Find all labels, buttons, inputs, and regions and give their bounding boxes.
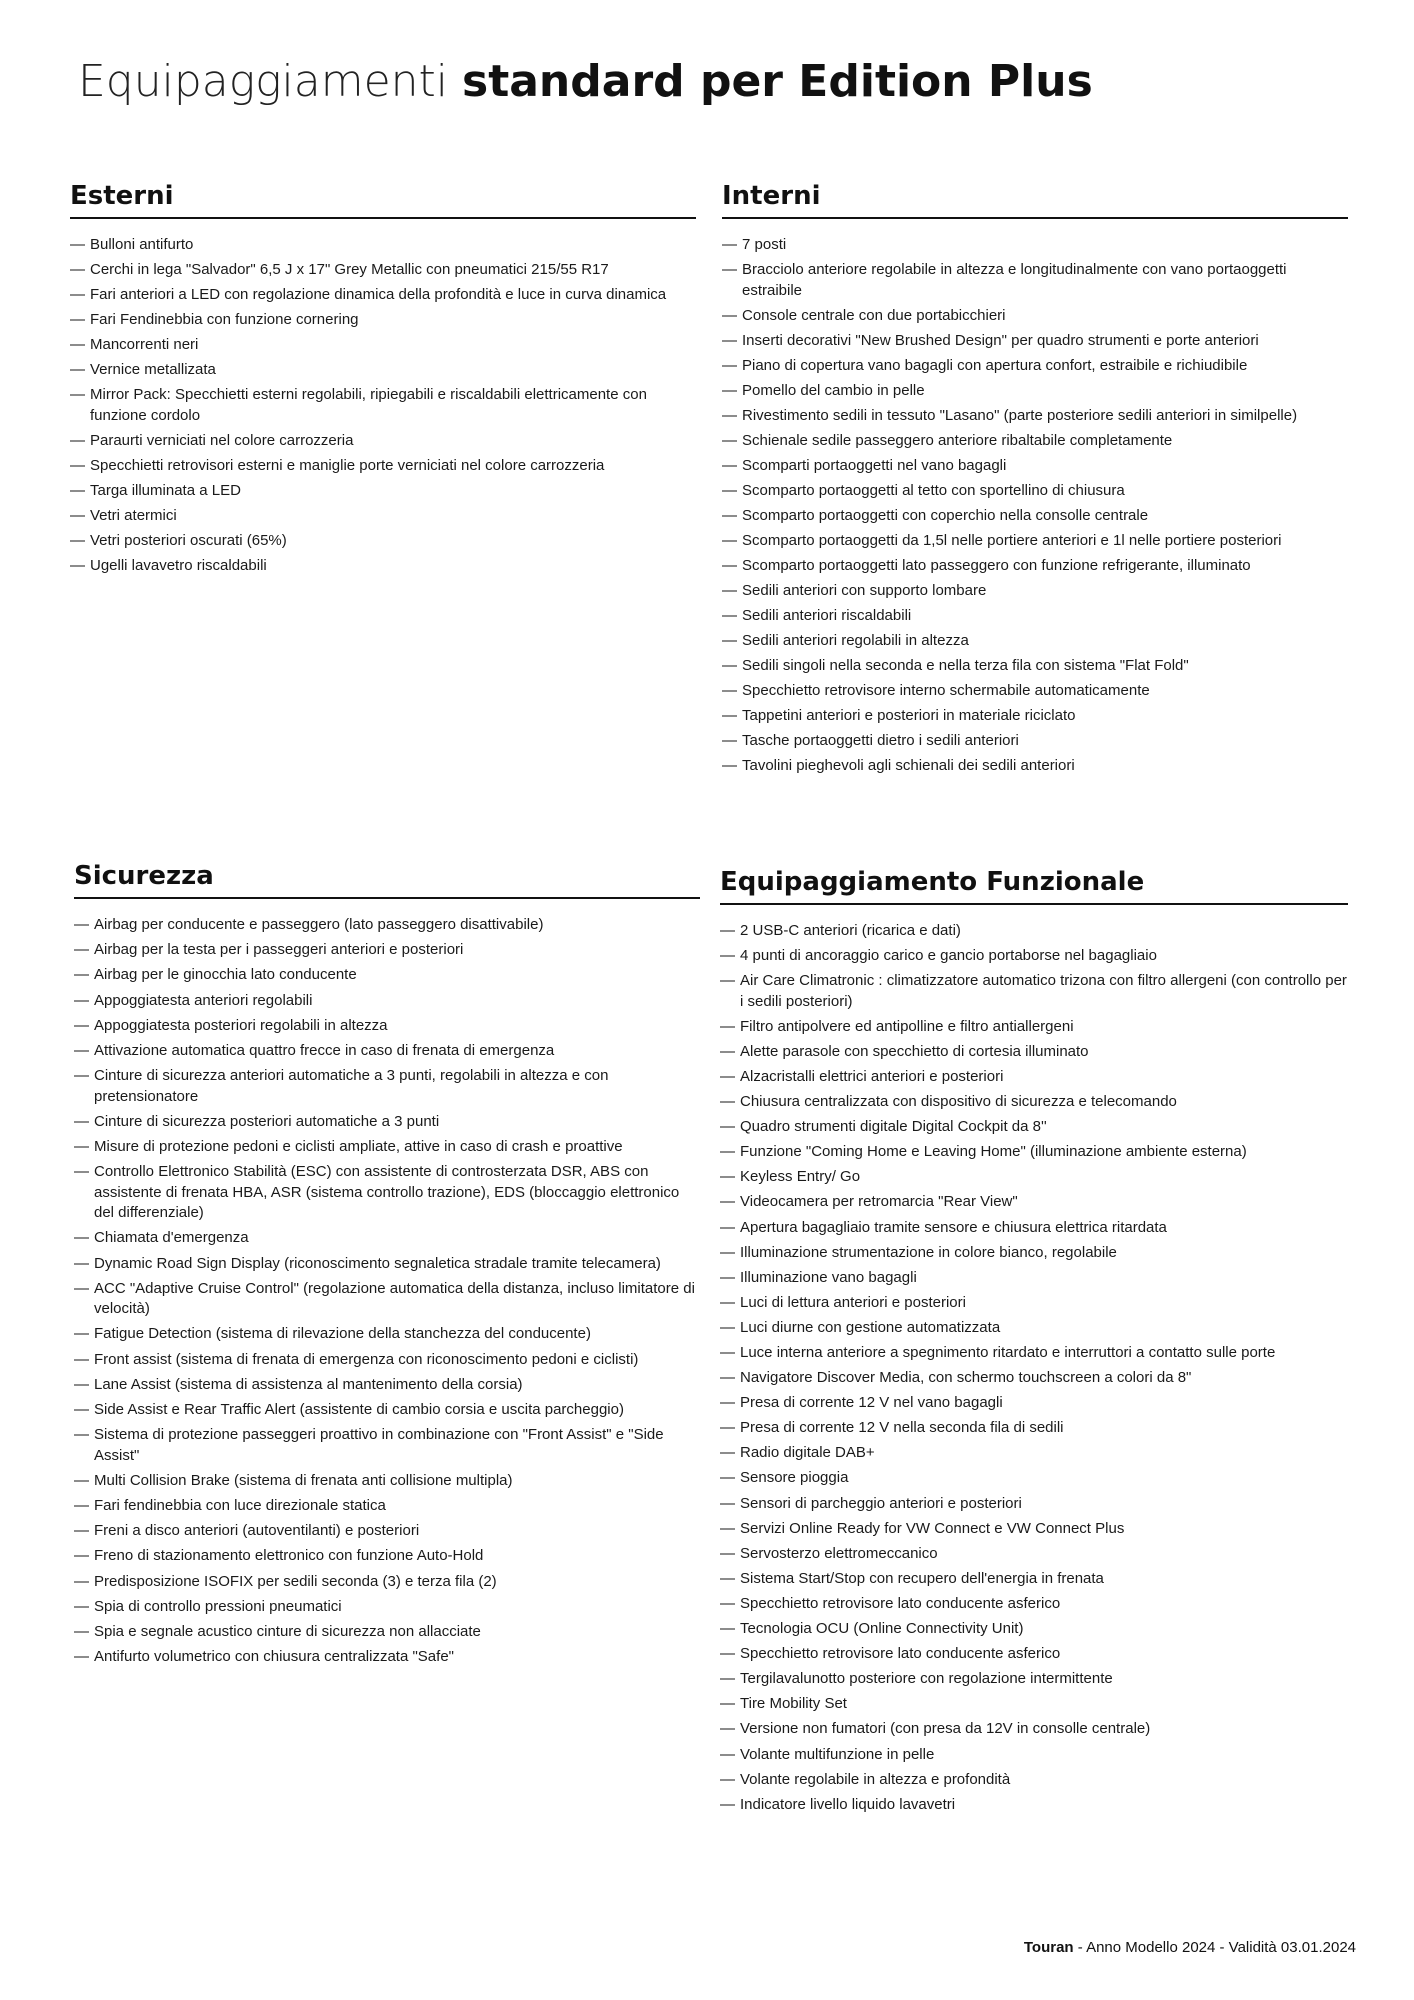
list-item: — Bulloni antifurto xyxy=(70,235,696,256)
list-item: — Alette parasole con specchietto di cortesia illuminato xyxy=(720,1042,1348,1063)
list-item: — Fari anteriori a LED con regolazione dinamica della profondità e luce in curva dinamica xyxy=(70,285,696,306)
list-interni xyxy=(722,235,1348,776)
section-heading-sicurezza: Sicurezza xyxy=(74,858,700,899)
list-item: — Ugelli lavavetro riscaldabili xyxy=(70,556,696,577)
footer xyxy=(1024,1938,1356,1958)
list-item: — Scomparto portaoggetti da 1,5l nelle portiere anteriori e 1l nelle portiere posteriori xyxy=(722,531,1348,552)
list-item: — Volante multifunzione in pelle xyxy=(720,1745,1348,1766)
section-heading-funzionale: Equipaggiamento Funzionale xyxy=(720,864,1348,905)
list-funzionale xyxy=(720,921,1348,1815)
page-title-light: Equipaggiamenti xyxy=(78,56,463,107)
list-item: — Keyless Entry/ Go xyxy=(720,1167,1348,1188)
list-item: — Servosterzo elettromeccanico xyxy=(720,1544,1348,1565)
section-funzionale xyxy=(720,864,1348,1820)
list-item: — Illuminazione strumentazione in colore bianco, regolabile xyxy=(720,1243,1348,1264)
footer-model: Touran xyxy=(1023,1939,1074,1956)
list-item: — Tergilavalunotto posteriore con regolazione intermittente xyxy=(720,1669,1348,1690)
list-item: — Lane Assist (sistema di assistenza al mantenimento della corsia) xyxy=(74,1375,700,1396)
list-item: — Antifurto volumetrico con chiusura centralizzata "Safe" xyxy=(74,1647,700,1668)
list-item: — Airbag per la testa per i passeggeri anteriori e posteriori xyxy=(74,940,700,961)
list-item: — Luci diurne con gestione automatizzata xyxy=(720,1318,1348,1339)
footer-validity: - Anno Modello 2024 - Validità 03.01.2024 xyxy=(1073,1939,1356,1956)
list-item: — Tecnologia OCU (Online Connectivity Unit) xyxy=(720,1619,1348,1640)
list-item: — Cinture di sicurezza anteriori automatiche a 3 punti, regolabili in altezza e con pretensionatore xyxy=(74,1066,700,1107)
list-item: — Mirror Pack: Specchietti esterni regolabili, ripiegabili e riscaldabili elettricamente con funzione cordolo xyxy=(70,385,696,426)
list-item: — Console centrale con due portabicchieri xyxy=(722,306,1348,327)
list-item: — Vetri posteriori oscurati (65%) xyxy=(70,531,696,552)
list-item: — Fatigue Detection (sistema di rilevazione della stanchezza del conducente) xyxy=(74,1324,700,1345)
list-item: — Volante regolabile in altezza e profondità xyxy=(720,1770,1348,1791)
list-item: — Side Assist e Rear Traffic Alert (assistente di cambio corsia e uscita parcheggio) xyxy=(74,1400,700,1421)
list-item: — 7 posti xyxy=(722,235,1348,256)
list-item: — Attivazione automatica quattro frecce in caso di frenata di emergenza xyxy=(74,1041,700,1062)
list-item: — Freno di stazionamento elettronico con funzione Auto-Hold xyxy=(74,1546,700,1567)
list-item: — Sensori di parcheggio anteriori e posteriori xyxy=(720,1494,1348,1515)
list-item: — Spia di controllo pressioni pneumatici xyxy=(74,1597,700,1618)
list-item: — Navigatore Discover Media, con schermo touchscreen a colori da 8" xyxy=(720,1368,1348,1389)
list-item: — Scomparto portaoggetti lato passeggero con funzione refrigerante, illuminato xyxy=(722,556,1348,577)
list-item: — ACC "Adaptive Cruise Control" (regolazione automatica della distanza, incluso limitatore di velocità) xyxy=(74,1279,700,1320)
list-item: — Airbag per le ginocchia lato conducente xyxy=(74,965,700,986)
list-item: — Presa di corrente 12 V nella seconda fila di sedili xyxy=(720,1418,1348,1439)
list-item: — Specchietto retrovisore lato conducente asferico xyxy=(720,1594,1348,1615)
list-item: — Multi Collision Brake (sistema di frenata anti collisione multipla) xyxy=(74,1471,700,1492)
list-item: — Inserti decorativi "New Brushed Design" per quadro strumenti e porte anteriori xyxy=(722,331,1348,352)
list-item: — Tappetini anteriori e posteriori in materiale riciclato xyxy=(722,706,1348,727)
list-item: — Pomello del cambio in pelle xyxy=(722,381,1348,402)
list-item: — Mancorrenti neri xyxy=(70,335,696,356)
list-item: — Versione non fumatori (con presa da 12V in consolle centrale) xyxy=(720,1719,1348,1740)
page-title xyxy=(78,52,1093,112)
list-item: — Predisposizione ISOFIX per sedili seconda (3) e terza fila (2) xyxy=(74,1572,700,1593)
list-item: — Tire Mobility Set xyxy=(720,1694,1348,1715)
list-item: — Luci di lettura anteriori e posteriori xyxy=(720,1293,1348,1314)
section-interni xyxy=(722,178,1348,781)
list-item: — Piano di copertura vano bagagli con apertura confort, estraibile e richiudibile xyxy=(722,356,1348,377)
list-item: — Scomparti portaoggetti nel vano bagagli xyxy=(722,456,1348,477)
list-item: — Spia e segnale acustico cinture di sicurezza non allacciate xyxy=(74,1622,700,1643)
list-item: — Misure di protezione pedoni e ciclisti ampliate, attive in caso di crash e proattive xyxy=(74,1137,700,1158)
list-item: — Sedili singoli nella seconda e nella terza fila con sistema "Flat Fold" xyxy=(722,656,1348,677)
list-item: — Chiamata d'emergenza xyxy=(74,1228,700,1249)
list-esterni xyxy=(70,235,696,576)
list-item: — Quadro strumenti digitale Digital Cockpit da 8'' xyxy=(720,1117,1348,1138)
list-item: — Apertura bagagliaio tramite sensore e chiusura elettrica ritardata xyxy=(720,1218,1348,1239)
list-item: — Servizi Online Ready for VW Connect e VW Connect Plus xyxy=(720,1519,1348,1540)
list-item: — Specchietto retrovisore interno schermabile automaticamente xyxy=(722,681,1348,702)
section-esterni xyxy=(70,178,696,581)
list-item: — Presa di corrente 12 V nel vano bagagli xyxy=(720,1393,1348,1414)
list-item: — Sistema Start/Stop con recupero dell'energia in frenata xyxy=(720,1569,1348,1590)
list-item: — Appoggiatesta posteriori regolabili in altezza xyxy=(74,1016,700,1037)
list-item: — Radio digitale DAB+ xyxy=(720,1443,1348,1464)
list-item: — Specchietti retrovisori esterni e maniglie porte verniciati nel colore carrozzeria xyxy=(70,456,696,477)
list-item: — Appoggiatesta anteriori regolabili xyxy=(74,991,700,1012)
list-item: — Bracciolo anteriore regolabile in altezza e longitudinalmente con vano portaoggetti estraibile xyxy=(722,260,1348,301)
list-item: — Sedili anteriori con supporto lombare xyxy=(722,581,1348,602)
list-item: — Sedili anteriori riscaldabili xyxy=(722,606,1348,627)
section-heading-esterni: Esterni xyxy=(70,178,696,219)
list-item: — Freni a disco anteriori (autoventilanti) e posteriori xyxy=(74,1521,700,1542)
list-item: — Vetri atermici xyxy=(70,506,696,527)
list-item: — Luce interna anteriore a spegnimento ritardato e interruttori a contatto sulle porte xyxy=(720,1343,1348,1364)
list-item: — Airbag per conducente e passeggero (lato passeggero disattivabile) xyxy=(74,915,700,936)
section-heading-interni: Interni xyxy=(722,178,1348,219)
list-item: — 4 punti di ancoraggio carico e gancio portaborse nel bagagliaio xyxy=(720,946,1348,967)
list-item: — Fari fendinebbia con luce direzionale statica xyxy=(74,1496,700,1517)
list-item: — Cinture di sicurezza posteriori automatiche a 3 punti xyxy=(74,1112,700,1133)
list-item: — Specchietto retrovisore lato conducente asferico xyxy=(720,1644,1348,1665)
list-item: — Tasche portaoggetti dietro i sedili anteriori xyxy=(722,731,1348,752)
section-sicurezza xyxy=(74,858,700,1672)
list-item: — Illuminazione vano bagagli xyxy=(720,1268,1348,1289)
list-item: — Fari Fendinebbia con funzione cornering xyxy=(70,310,696,331)
list-item: — Rivestimento sedili in tessuto "Lasano" (parte posteriore sedili anteriori in similpelle) xyxy=(722,406,1348,427)
list-item: — Scomparto portaoggetti al tetto con sportellino di chiusura xyxy=(722,481,1348,502)
list-sicurezza xyxy=(74,915,700,1668)
list-item: — Funzione "Coming Home e Leaving Home" (illuminazione ambiente esterna) xyxy=(720,1142,1348,1163)
list-item: — Targa illuminata a LED xyxy=(70,481,696,502)
list-item: — Dynamic Road Sign Display (riconoscimento segnaletica stradale tramite telecamera) xyxy=(74,1254,700,1275)
list-item: — Sistema di protezione passeggeri proattivo in combinazione con "Front Assist" e "Side Assist" xyxy=(74,1425,700,1466)
list-item: — Cerchi in lega "Salvador" 6,5 J x 17" Grey Metallic con pneumatici 215/55 R17 xyxy=(70,260,696,281)
list-item: — Scomparto portaoggetti con coperchio nella consolle centrale xyxy=(722,506,1348,527)
list-item: — Chiusura centralizzata con dispositivo di sicurezza e telecomando xyxy=(720,1092,1348,1113)
list-item: — Tavolini pieghevoli agli schienali dei sedili anteriori xyxy=(722,756,1348,777)
list-item: — Controllo Elettronico Stabilità (ESC) con assistente di controsterzata DSR, ABS con assistente di frenata HBA, ASR (sistema controllo trazione), EDS (bloccaggio elettronico del differenziale) xyxy=(74,1162,700,1224)
list-item: — Air Care Climatronic : climatizzatore automatico trizona con filtro allergeni (con controllo per i sedili posteriori) xyxy=(720,971,1348,1012)
list-item: — Schienale sedile passeggero anteriore ribaltabile completamente xyxy=(722,431,1348,452)
list-item: — Front assist (sistema di frenata di emergenza con riconoscimento pedoni e ciclisti) xyxy=(74,1350,700,1371)
list-item: — Indicatore livello liquido lavavetri xyxy=(720,1795,1348,1816)
list-item: — Filtro antipolvere ed antipolline e filtro antiallergeni xyxy=(720,1017,1348,1038)
list-item: — 2 USB-C anteriori (ricarica e dati) xyxy=(720,921,1348,942)
list-item: — Sedili anteriori regolabili in altezza xyxy=(722,631,1348,652)
page-title-bold: standard per Edition Plus xyxy=(462,56,1093,107)
list-item: — Vernice metallizata xyxy=(70,360,696,381)
list-item: — Sensore pioggia xyxy=(720,1468,1348,1489)
list-item: — Videocamera per retromarcia "Rear View" xyxy=(720,1192,1348,1213)
list-item: — Alzacristalli elettrici anteriori e posteriori xyxy=(720,1067,1348,1088)
list-item: — Paraurti verniciati nel colore carrozzeria xyxy=(70,431,696,452)
